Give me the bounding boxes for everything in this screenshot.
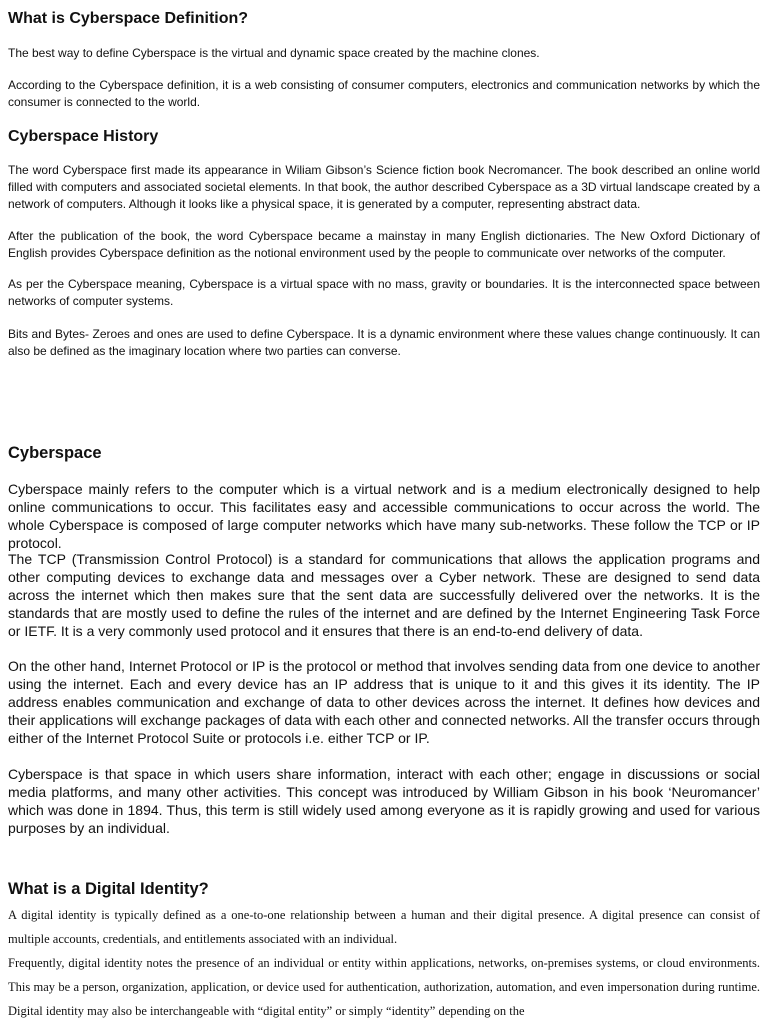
heading-cyberspace-history: Cyberspace History bbox=[8, 128, 159, 145]
paragraph: The TCP (Transmission Control Protocol) is a standard for communications that allows the application programs and other computing devices to exchange data and messages over a Cyber network. These are designed to send data across the internet which then makes sure that the sent data are successfully delivered over the networks. It is the standards that are mostly used to define the rules of the internet and are defined by the Internet Engineering Task Force or IETF. It is a very commonly used protocol and it ensures that there is an end-to-end delivery of data. bbox=[8, 551, 760, 639]
paragraph: On the other hand, Internet Protocol or IP is the protocol or method that involves sending data from one device to another using the internet. Each and every device has an IP address that is unique to it and this gives it its identity. The IP address enables communication and exchange of data to other devices across the internet. It defines how devices and their applications will exchange packages of data with each other and connected networks. All the transfer occurs through either of the Internet Protocol Suite or protocols i.e. either TCP or IP. bbox=[8, 658, 760, 746]
paragraph: The word Cyberspace first made its appearance in Wiliam Gibson’s Science fiction book Necromancer. The book described an online world filled with computers and associated societal elements. In that book, the author described Cyberspace as a 3D virtual landscape created by a network of computers. Although it looks like a physical space, it is generated by a computer, representing abstract data. bbox=[8, 163, 760, 211]
paragraph: Bits and Bytes- Zeroes and ones are used to define Cyberspace. It is a dynamic environment where these values change continuously. It can also be defined as the imaginary location where two parties can converse. bbox=[8, 327, 760, 358]
paragraph: According to the Cyberspace definition, it is a web consisting of consumer computers, electronics and communication networks by which the consumer is connected to the world. bbox=[8, 78, 760, 109]
paragraph: After the publication of the book, the word Cyberspace became a mainstay in many English dictionaries. The New Oxford Dictionary of English provides Cyberspace definition as the notional environment used by the people to communicate over networks of the computer. bbox=[8, 229, 760, 260]
heading-digital-identity: What is a Digital Identity? bbox=[8, 880, 209, 898]
paragraph: The best way to define Cyberspace is the virtual and dynamic space created by the machine clones. bbox=[8, 46, 540, 60]
paragraph: As per the Cyberspace meaning, Cyberspace is a virtual space with no mass, gravity or boundaries. It is the interconnected space between networks of computer systems. bbox=[8, 277, 760, 308]
heading-cyberspace: Cyberspace bbox=[8, 444, 102, 462]
paragraph: Frequently, digital identity notes the presence of an individual or entity within applications, networks, on-premises systems, or cloud environments. This may be a person, organization, application, or device used for authentication, authorization, automation, and even impersonation during runtime. Digital identity may also be interchangeable with “digital entity” or simply “identity” depending on the bbox=[8, 956, 760, 1018]
paragraph: Cyberspace mainly refers to the computer which is a virtual network and is a medium electronically designed to help online communications to occur. This facilitates easy and accessible communications to occur across the world. The whole Cyberspace is composed of large computer networks which have many sub-networks. These follow the TCP or IP protocol. bbox=[8, 481, 760, 551]
heading-cyberspace-definition: What is Cyberspace Definition? bbox=[8, 10, 249, 27]
paragraph: Cyberspace is that space in which users share information, interact with each other; engage in discussions or social media platforms, and many other activities. This concept was introduced by William Gibson in his book ‘Neuromancer’ which was done in 1894. Thus, this term is still widely used among everyone as it is rapidly growing and used for various purposes by an individual. bbox=[8, 766, 760, 836]
paragraph: A digital identity is typically defined as a one-to-one relationship between a human and their digital presence. A digital presence can consist of multiple accounts, credentials, and entitlements associated with an individual. bbox=[8, 908, 760, 946]
